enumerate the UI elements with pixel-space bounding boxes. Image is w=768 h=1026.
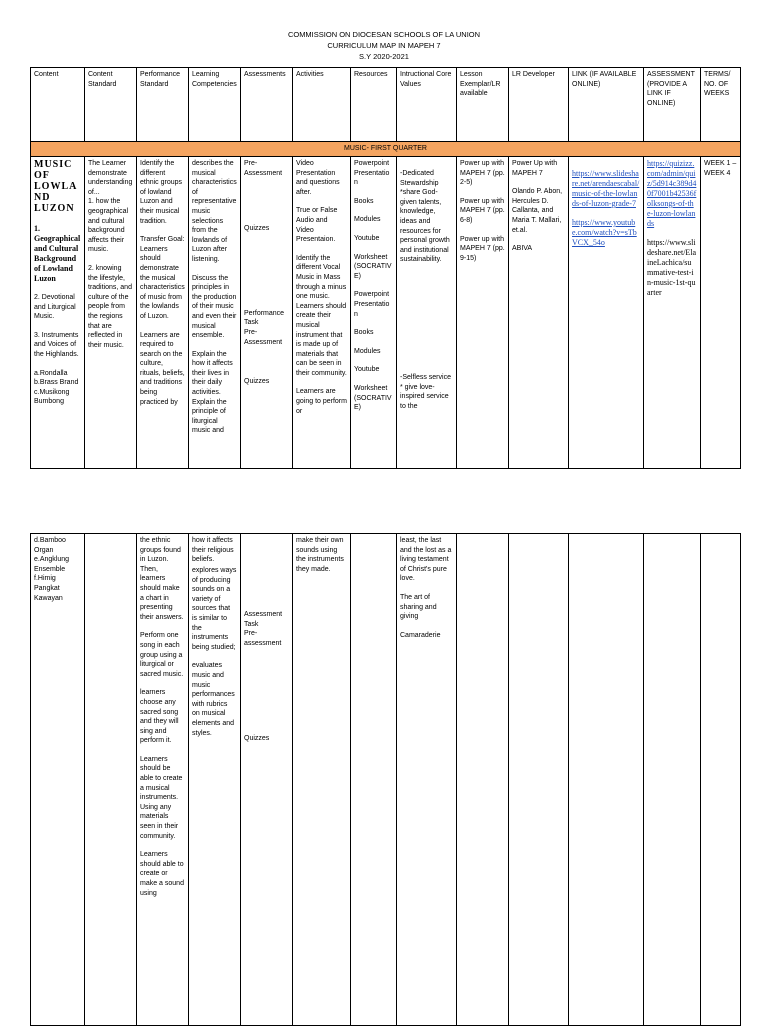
content-cell	[31, 534, 85, 1026]
text-block: Identify the different ethnic groups of lowland Luzon and their musical tradition.	[140, 160, 183, 225]
table-row	[31, 157, 741, 469]
resources-cell	[351, 534, 397, 1026]
text-block: explores ways of producing sounds on a variety of sources that is similar to the instruments being studied;	[192, 567, 237, 651]
text-block: Transfer Goal: Learners should demonstrate the musical characteristics of music from the lowlands of Luzon.	[140, 236, 185, 320]
lr-developer-cell	[509, 157, 569, 469]
text-block: -Dedicated Stewardship *share God-given talents, knowledge, ideas and resources for personal growth and institutional sustainability.	[400, 170, 450, 264]
assessment-link-text: https://www.slideshare.net/ElaineLachica/summative-test-in-music-1st-quarter	[647, 238, 697, 297]
text-block: Worksheet (SOCRATIVE)	[354, 384, 392, 412]
activities-cell	[293, 157, 351, 469]
text-block: Quizzes	[244, 735, 270, 743]
lesson-exemplar-cell	[457, 534, 509, 1026]
col-header-assessments: Assessments	[241, 68, 293, 142]
content-item: 3. Instruments and Voices of the Highlands.	[34, 331, 79, 358]
col-header-link: LINK (IF AVAILABLE ONLINE)	[569, 68, 644, 142]
lr-developer-cell	[509, 534, 569, 1026]
content-subitem: f.Himig Pangkat Kawayan	[34, 575, 63, 602]
col-header-core-values: Intructional Core Values	[397, 68, 457, 142]
col-header-activities: Activities	[293, 68, 351, 142]
school-year: S.Y 2020-2021	[359, 52, 409, 61]
col-header-resources: Resources	[351, 68, 397, 142]
text-block: Modules	[354, 216, 381, 224]
curriculum-table-page1	[30, 67, 741, 469]
text-block: Powerpoint Presentation	[354, 291, 390, 318]
content-subitem: a.Rondalla	[34, 369, 68, 377]
content-title: MUSIC OF LOWLAND LUZON	[34, 159, 78, 214]
text-block: evaluates music and music performances with rubrics on musical elements and styles.	[192, 662, 235, 737]
text-block: Performance Task	[244, 309, 285, 327]
text-block: Power up with MAPEH 7 (pp. 9-15)	[460, 235, 505, 262]
assessment-link-cell	[644, 157, 701, 469]
text-block: Books	[354, 197, 374, 205]
col-header-learning-competencies: Learning Competencies	[189, 68, 241, 142]
document-subtitle: CURRICULUM MAP IN MAPEH 7	[327, 41, 441, 50]
text-block: The Learner demonstrate understanding of...	[88, 160, 133, 196]
content-standard-cell	[85, 534, 137, 1026]
text-block: WEEK 1 – WEEK 4	[704, 160, 737, 177]
terms-cell	[701, 534, 741, 1026]
quarter-row	[31, 142, 741, 157]
col-header-assessment-link: ASSESSMENT (PROVIDE A LINK IF ONLINE)	[644, 68, 701, 142]
text-block: Pre-Assessment	[244, 160, 283, 177]
text-block: Learners should able to create or make a sound using	[140, 851, 184, 897]
text-block: Power up with MAPEH 7 (pp. 6-8)	[460, 197, 505, 224]
lesson-exemplar-cell	[457, 157, 509, 469]
col-header-content: Content	[31, 68, 85, 142]
link-cell	[569, 534, 644, 1026]
text-block: 2. knowing the lifestyle, traditions, and culture of the people from the regions that are reflected in their music.	[88, 264, 132, 349]
col-header-performance-standard: Performance Standard	[137, 68, 189, 142]
assessments-cell	[241, 157, 293, 469]
learning-competencies-cell	[189, 157, 241, 469]
text-block: Learners should be able to create a musical instruments. Using any materials seen in their community.	[140, 755, 183, 840]
text-block: Learners are required to search on the culture, rituals, beliefs, and traditions being practiced by	[140, 331, 185, 406]
text-block: Youtube	[354, 366, 380, 374]
text-block: Power Up with MAPEH 7	[512, 160, 558, 177]
core-values-cell	[397, 157, 457, 469]
col-header-content-standard: Content Standard	[85, 68, 137, 142]
text-block: Youtube	[354, 234, 380, 242]
text-block: Quizzes	[244, 225, 270, 233]
text-block: describes the musical characteristics of representative music selections from the lowlands of Luzon after listening.	[192, 160, 237, 263]
assessment-link-cell	[644, 534, 701, 1026]
text-block: -Selfless service * give love-inspired service to the	[400, 373, 451, 410]
content-item: 2. Devotional and Liturgical Music.	[34, 294, 76, 321]
table-header-row	[31, 68, 741, 142]
text-block: The art of sharing and giving	[400, 593, 437, 621]
text-block: Discuss the principles in the production of their music and even their musical ensemble.	[192, 274, 237, 340]
quarter-label: MUSIC- FIRST QUARTER	[31, 142, 741, 157]
assessment-link[interactable]: https://quizizz.com/admin/quiz/5d914c389d40f7001b42536folksongs-of-the-luzon-lowlands	[647, 159, 697, 228]
link-cell	[569, 157, 644, 469]
text-block: Camaraderie	[400, 631, 441, 639]
text-block: ABIVA	[512, 245, 533, 253]
table-row	[31, 534, 741, 1026]
text-block: Video Presentation and questions after.	[296, 160, 340, 196]
text-block: Books	[354, 329, 374, 337]
content-subitem: d.Bamboo Organ	[34, 537, 66, 554]
col-header-lesson-exemplar: Lesson Exemplar/LR available	[457, 68, 509, 142]
text-block: Olando P. Abon, Hercules D. Callanta, and Maria T. Mallari, et.al.	[512, 188, 563, 234]
curriculum-table-page2	[30, 533, 741, 1026]
text-block: least, the last and the lost as a living testament of Christ's pure love.	[400, 537, 452, 583]
text-block: Pre-assessment	[244, 630, 282, 647]
text-block: Explain the how it affects their lives in their daily activities. Explain the principle of liturgical music and	[192, 350, 233, 435]
content-subitem: b.Brass Brand	[34, 379, 79, 387]
activities-cell	[293, 534, 351, 1026]
text-block: Perform one song in each group using a liturgical or sacred music.	[140, 632, 184, 678]
resource-link[interactable]: https://www.slideshare.net/arendaescabal/music-of-the-lowlands-of-luzon-grade-7	[572, 169, 640, 208]
text-block: Identify the different Vocal Music in Mass through a minus one music. Learners should create their musical instrument that is made up of materials that can be seen in their community.	[296, 254, 347, 377]
text-block: make their own sounds using the instruments they made.	[296, 537, 344, 573]
resource-link[interactable]: https://www.youtube.com/watch?v=sTbVCX_54o	[572, 218, 637, 247]
performance-standard-cell	[137, 157, 189, 469]
content-standard-cell	[85, 157, 137, 469]
text-block: Powerpoint Presentation	[354, 160, 390, 187]
document-title: COMMISSION ON DIOCESAN SCHOOLS OF LA UNION	[287, 30, 481, 39]
content-subitem: e.Angklung Ensemble	[34, 556, 70, 573]
content-subitem: c.Musikong Bumbong	[34, 388, 70, 406]
text-block: Worksheet (SOCRATIVE)	[354, 253, 392, 280]
content-cell	[31, 157, 85, 469]
text-block: how it affects their religious beliefs.	[192, 537, 234, 564]
learning-competencies-cell	[189, 534, 241, 1026]
text-block: Pre-Assessment	[244, 328, 283, 346]
resources-cell	[351, 157, 397, 469]
performance-standard-cell	[137, 534, 189, 1026]
text-block: 1. how the geographical and cultural background affects their music.	[88, 198, 129, 254]
text-block: Power up with MAPEH 7 (pp. 2-5)	[460, 160, 505, 187]
col-header-terms: TERMS/ NO. OF WEEKS	[701, 68, 741, 142]
assessments-cell	[241, 534, 293, 1026]
terms-cell	[701, 157, 741, 469]
text-block: learners choose any sacred song and they will sing and perform it.	[140, 689, 179, 745]
text-block: True or False Audio and Video Presentaion.	[296, 207, 338, 244]
col-header-lr-developer: LR Developer	[509, 68, 569, 142]
core-values-cell	[397, 534, 457, 1026]
text-block: the ethnic groups found in Luzon. Then, learners should make a chart in presenting their answers.	[140, 537, 184, 621]
text-block: Learners are going to perform or	[296, 388, 347, 415]
content-item: 1. Geographical and Cultural Background of Lowland Luzon	[34, 224, 81, 283]
text-block: Modules	[354, 347, 381, 355]
text-block: Quizzes	[244, 378, 270, 386]
text-block: Assessment Task	[244, 611, 283, 628]
